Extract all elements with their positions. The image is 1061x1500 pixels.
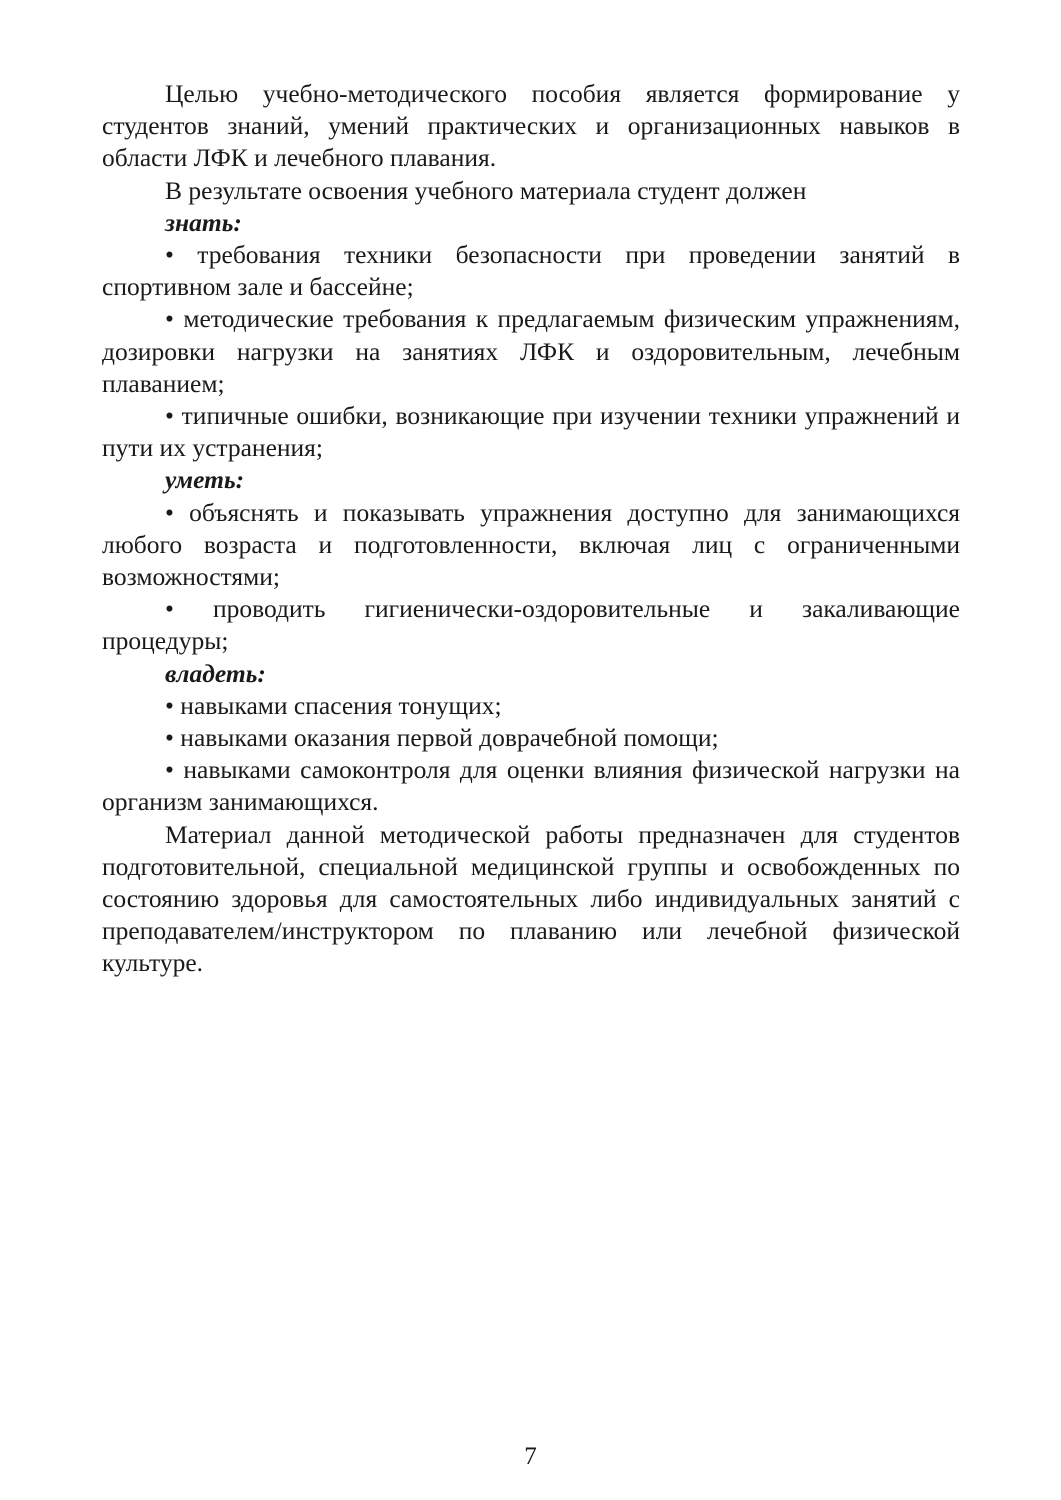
possess-item: • навыками оказания первой доврачебной помощи; [165, 723, 719, 753]
possess-item: • навыками спасения тонущих; [165, 690, 502, 720]
result-paragraph: В результате освоения учебного материала студент должен [165, 175, 807, 205]
know-item: • методические требования к предлагаемым физическим упражнениям, дозировки нагрузки на занятиях ЛФК и оздоровительным, лечебным плаванием; [102, 304, 960, 398]
page-number: 7 [524, 1443, 537, 1470]
able-label: уметь: [165, 465, 245, 495]
know-item: • типичные ошибки, возникающие при изучении техники упражнений и пути их устранения; [102, 401, 960, 463]
know-label: знать: [165, 207, 242, 237]
able-item: • проводить гигиенически-оздоровительные и закаливающие процедуры; [102, 594, 960, 656]
page-body [102, 78, 960, 980]
possess-item: • навыками самоконтроля для оценки влияния физической нагрузки на организм занимающихся. [102, 755, 960, 817]
know-item: • требования техники безопасности при проведении занятий в спортивном зале и бассейне; [102, 240, 960, 302]
able-item: • объяснять и показывать упражнения доступно для занимающихся любого возраста и подготовленности, включая лиц с ограниченными возможностями; [102, 497, 960, 592]
possess-label: владеть: [165, 658, 266, 688]
closing-paragraph: Материал данной методической работы предназначен для студентов подготовительной, специальной медицинской группы и освобожденных по состоянию здоровья для самостоятельных либо индивидуальных занятий с преподавателем/инструктором по плаванию или лечебной физической культуре. [102, 819, 960, 978]
intro-paragraph: Целью учебно-методического пособия является формирование у студентов знаний, умений практических и организационных навыков в области ЛФК и лечебного плавания. [102, 79, 960, 173]
